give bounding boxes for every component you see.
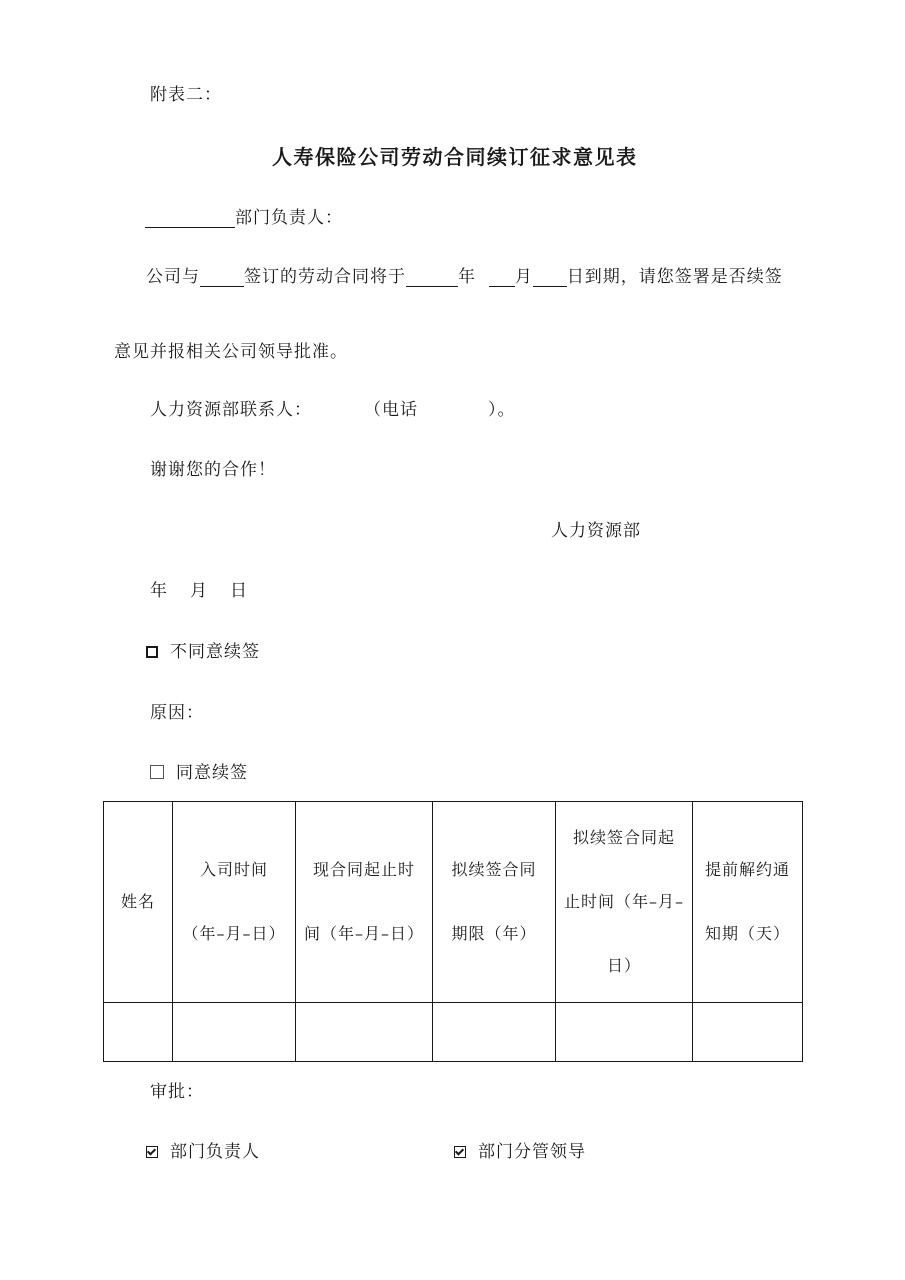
year-blank[interactable] — [406, 268, 458, 287]
day-blank[interactable] — [533, 268, 567, 287]
cell-current-contract-period[interactable] — [296, 1003, 433, 1062]
option-disagree[interactable] — [146, 637, 260, 662]
renewal-table — [103, 801, 803, 1062]
date-month: 月 — [190, 581, 208, 601]
agree-label: 同意续签 — [176, 763, 248, 783]
attachment-label: 附表二： — [150, 85, 222, 105]
cell-notice-period[interactable] — [693, 1003, 803, 1062]
p1-text-a: 公司与 — [146, 267, 200, 287]
approval-item-dept-leader[interactable] — [454, 1137, 586, 1162]
header-hire-date: 入司时间 （年–月–日） — [173, 802, 296, 1003]
p1-day: 日到期，请您签署是否续签 — [566, 267, 783, 287]
p1-month: 月 — [514, 267, 533, 287]
contact-label: 人力资源部联系人： — [150, 400, 312, 420]
page-title: 人寿保险公司劳动合同续订征求意见表 — [272, 145, 638, 169]
department-blank[interactable] — [145, 209, 235, 228]
approval-item1-label: 部门负责人 — [170, 1142, 260, 1162]
employee-name-blank[interactable] — [200, 268, 244, 287]
header-name: 姓名 — [104, 802, 173, 1003]
signature-date — [150, 576, 248, 601]
cell-name[interactable] — [104, 1003, 173, 1062]
date-year: 年 — [150, 581, 168, 601]
header-renewal-term: 拟续签合同 期限（年） — [433, 802, 556, 1003]
p1-text-b: 签订的劳动合同将于 — [244, 267, 406, 287]
check-icon[interactable] — [454, 1146, 466, 1158]
signature-dept: 人力资源部 — [551, 521, 641, 541]
check-icon[interactable] — [146, 1146, 158, 1158]
paragraph-1-continued: 意见并报相关公司领导批准。 — [114, 342, 348, 362]
disagree-checkbox-icon[interactable] — [146, 646, 158, 658]
month-blank[interactable] — [489, 268, 515, 287]
salutation-text: 部门负责人： — [235, 208, 343, 228]
header-renewal-period: 拟续签合同起 止时间（年–月– 日） — [556, 802, 693, 1003]
thanks-text: 谢谢您的合作！ — [150, 460, 276, 480]
table-row — [104, 1003, 803, 1062]
option-agree[interactable] — [150, 758, 248, 783]
contact-line — [150, 395, 516, 420]
approval-label: 审批： — [150, 1082, 204, 1102]
salutation-line — [145, 203, 343, 228]
phone-open: （电话 — [364, 400, 418, 420]
reason-label: 原因： — [150, 703, 204, 723]
disagree-label: 不同意续签 — [170, 642, 260, 662]
agree-checkbox-icon[interactable] — [150, 765, 164, 779]
cell-renewal-term[interactable] — [433, 1003, 556, 1062]
cell-hire-date[interactable] — [173, 1003, 296, 1062]
approval-item-dept-head[interactable] — [146, 1137, 260, 1162]
cell-renewal-period[interactable] — [556, 1003, 693, 1062]
paragraph-1 — [146, 262, 783, 287]
approval-item2-label: 部门分管领导 — [478, 1142, 586, 1162]
phone-close: ）。 — [488, 400, 516, 420]
p1-year: 年 — [458, 267, 476, 287]
header-current-contract-period: 现合同起止时 间（年–月–日） — [296, 802, 433, 1003]
date-day: 日 — [230, 581, 248, 601]
table-header-row — [104, 802, 803, 1003]
header-notice-period: 提前解约通 知期（天） — [693, 802, 803, 1003]
